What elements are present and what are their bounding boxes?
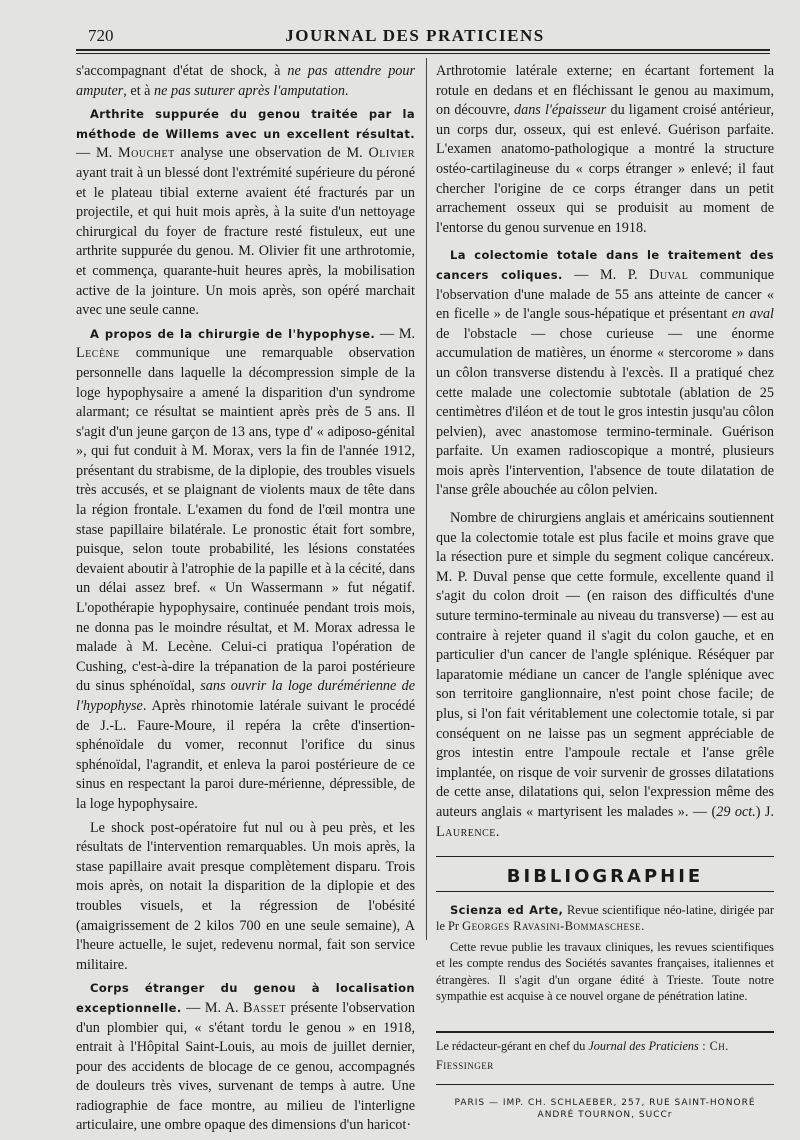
article-text: du ligament croisé antérieur, un corps dur, osseux, qui est enlevé. Guérison parfaite. L'examen anatomo-pathologique a montré la structure ostéo-cartilagineuse du « corps étranger » enlevé; il faut chercher l'origine de ce corps étranger dans un petit arrachement osseux qui se produisit au moment de l'entorse du genou survenue en 1918.	[436, 102, 774, 236]
article-arthrite	[76, 105, 415, 321]
entry-title: Scienza ed Arte,	[450, 902, 564, 917]
printer-line: PARIS — IMP. CH. SCHLAEBER, 257, RUE SAINT-HONORÉ	[454, 1097, 756, 1108]
editor-line	[436, 1031, 774, 1076]
printer-imprint	[436, 1097, 774, 1121]
article-hypophyse	[76, 325, 415, 815]
article-text: .	[495, 823, 500, 840]
article-text: présente l'observation d'un plombier qui, « s'étant tordu le genou » en 1918, entrait à l'Hôpital Saint-Louis, au mois de juillet dernier, pour des accidents de blocage de ce genou, accompagnés de douleurs très vives, survenant de temps à autre. Une radiographie de face montre, au milieu de l'interligne articulaire, une ombre opaque des dimensions d'un haricot·	[76, 999, 415, 1134]
article-heading: Corps étranger du genou à localisation exceptionnelle.	[76, 981, 415, 1015]
article-text: . Après rhinotomie latérale suivant le procédé de J.-L. Faure-Moure, il repéra la crête d'insertion-sphénoïdale du vomer, reconnut l'orifice du sinus sphénoïdal, l'agrandit, et enleva la paroi postérieure de ce sinus en respectant la paroi dure-mérienne, dépressible, de la loge hypophysaire.	[76, 698, 415, 812]
article-emphasis: sans ouvrir la loge durémérienne de l'hypophyse	[76, 678, 415, 714]
bibliography-rule	[436, 891, 774, 892]
column-divider	[426, 58, 427, 940]
header-rule-thick	[76, 49, 770, 51]
author-name: Duval	[649, 266, 689, 283]
article-colectomie-para2	[436, 509, 774, 842]
article-heading: Arthrite suppurée du genou traitée par la méthode de Willems avec un excellent résultat.	[76, 107, 415, 141]
editor-label: Le rédacteur-gérant en chef du	[436, 1038, 589, 1053]
journal-title: JOURNAL DES PRATICIENS	[285, 26, 545, 45]
article-text: communique une remarquable observation personnelle dans laquelle la décompression simple de la loge hypophysaire a amené la disparition d'un syndrome alarmant; ce résultat se maintient après près de 5 ans. Il s'agit d'un jeune garçon de 13 ans, type d' « adiposo-génital », qui fut conduit à M. Morax, vers la fin de l'année 1912, présentant du strabisme, de la diplopie, des troubles visuels très accusés, et se plaignant de violents maux de tête dans la région frontale. L'examen du fond de l'œil montra une stase papillaire bilatérale. Le pronostic était fort sombre, puisque, selon toute probabilité, les lésions constatées devaient aboutir à l'atrophie de la papille et à la cécité, dans un délai assez bref. « Un Wassermann » fut négatif. L'opothérapie hypophysaire, continuée pendant trois mois, ne donna pas le moindre résultat, et M. Morax adressa le malade à M. Lecène. Celui-ci pratiqua l'opération de Cushing, c'est-à-dire la trépanation de la paroi postérieure du sinus sphénoïdal,	[76, 345, 415, 695]
article-corps-etranger	[76, 979, 415, 1136]
article-hypophyse-para2: Le shock post-opératoire fut nul ou à peu près, et les résultats de l'intervention remarquables. Un mois après, la stase papillaire avait presque complètement disparu. Trois mois après, on notait la disparition de la diplopie et des troubles visuels, et la régression de l'obésité (amaigrissement de 2 kilos 700 en une seule semaine), A l'heure actuelle, le sujet, redevenu normal, fait son service militaire.	[76, 819, 415, 973]
article-text: ) J.	[755, 803, 774, 820]
dash: — M.	[76, 145, 119, 162]
article-colectomie	[436, 246, 774, 501]
printer-line: ANDRÉ TOURNON, SUCCr	[537, 1109, 673, 1120]
intro-text: , et à	[123, 82, 155, 99]
bibliography-rule	[436, 856, 774, 857]
author-name: Basset	[243, 999, 287, 1016]
left-column	[76, 62, 415, 1140]
header-rule-thin	[76, 53, 770, 54]
dash: — M. A.	[181, 999, 243, 1016]
article-emphasis: dans l'épaisseur	[514, 102, 607, 119]
article-heading: A propos de la chirurgie de l'hypophyse.	[90, 326, 376, 341]
entry-text: .	[641, 919, 645, 934]
signature: Laurence	[436, 823, 496, 840]
bibliography-section	[436, 856, 774, 1005]
dash: — M. P.	[562, 266, 650, 283]
article-text: analyse une observation de M.	[174, 145, 369, 162]
editor-name: : Ch. Fiessinger	[436, 1038, 729, 1073]
article-text: Arthrotomie latérale externe; en écartant fortement la rotule en dedans et en fléchissant le genou au maximum, on découvre,	[436, 63, 774, 119]
editor-journal: Journal des Praticiens	[588, 1038, 699, 1053]
bibliography-body: Cette revue publie les travaux cliniques, les revues scientifiques et les compte rendus des Sociétés savantes françaises, italiennes et étrangères. Il s'agit d'un organe édité à Trieste. Toute notre sympathie est acquise à ce nouvel organe de pénétration latine.	[436, 939, 774, 1004]
author-name: Mouchet	[118, 145, 175, 162]
dash: — M.	[375, 325, 416, 342]
article-text: communique l'observation d'une malade de 55 ans atteinte de cancer « en ficelle » de l'angle sous-hépatique et présentant	[436, 266, 774, 323]
author-name: Lecène	[76, 345, 120, 362]
bibliography-entry	[436, 902, 774, 935]
right-column	[436, 62, 774, 1121]
article-date: 29 oct.	[716, 803, 756, 820]
intro-emphasis: ne pas attendre pour amputer	[76, 63, 415, 99]
intro-paragraph	[76, 62, 415, 101]
article-text: de l'obstacle — chose curieuse — une énorme accumulation de matières, un énorme « stercorome » dans un côlon transverse distendu à l'excès. Il a pratiqué chez cette malade une colectomie subtotale (ablation de 25 centimètres d'iléon et de tout le gros intestin jusqu'au côlon pelvien), avec anastomose termino-terminale. Guérison parfaite. Un examen radioscopique a montré, plusieurs mois après l'intervention, l'absence de toute dilatation de l'anse grêle abouchée au côlon pelvien.	[436, 325, 774, 499]
bibliography-title: BIBLIOGRAPHIE	[506, 866, 704, 888]
article-heading: La colectomie totale dans le traitement des cancers coliques.	[436, 248, 774, 282]
intro-text: s'accompagnant d'état de shock, à	[76, 63, 288, 79]
article-text: ayant trait à un blessé dont l'extrémité supérieure du péroné et le plateau tibial externe avaient été fracturés par un projectile, et qui huit mois après, à la suite d'un nettoyage chirurgical du foyer de fracture resté fistuleux, eut une arthrite suppurée du genou. M. Olivier fit une arthrotomie, et commença, quarante-huit heures après, la mobilisation active de la jointure. Un mois après, son opéré marchait avec une seule canne.	[76, 164, 415, 319]
intro-text: .	[344, 82, 349, 99]
page-header	[60, 26, 770, 46]
intro-emphasis: ne pas suturer après l'amputation	[154, 82, 345, 99]
entry-text: Revue scientifique néo-latine, dirigée par le Pr	[436, 902, 774, 934]
article-text: Nombre de chirurgiens anglais et américains soutiennent que la colectomie totale est plus facile et moins grave que la résection pure et simple du segment colique cancéreux. M. P. Duval pense que cette formule, excellente quand il s'agit du colon droit — (en raison des difficultés d'une suture termino-terminale au niveau du transverse) — est au contraire à rejeter quand il s'agit du colon gauche, et en particulier d'un cancer de l'angle splénique. Réséquer par laparatomie médiane un cancer de l'angle splénique avec son territoire ganglionnaire, n'est point chose facile; de plus, si l'on fait véritablement une colectomie totale, si par conséquent on ne laisse pas un segment appréciable de gros intestin entre l'ampoule rectale et l'anse grêle implantée, on risque de voir survenir de grosses dilatations de cette anse, dilatations qui, selon l'expression même des auteurs anglais « martyrisent les malades ». — (	[436, 510, 774, 820]
article-corps-etranger-cont	[436, 62, 774, 238]
page-number: 720	[88, 26, 114, 45]
article-emphasis: en aval	[731, 306, 774, 323]
entry-author: Georges Ravasini-Bommaschese	[462, 919, 642, 934]
printer-rule	[436, 1084, 774, 1085]
author-name: Olivier	[368, 145, 415, 162]
